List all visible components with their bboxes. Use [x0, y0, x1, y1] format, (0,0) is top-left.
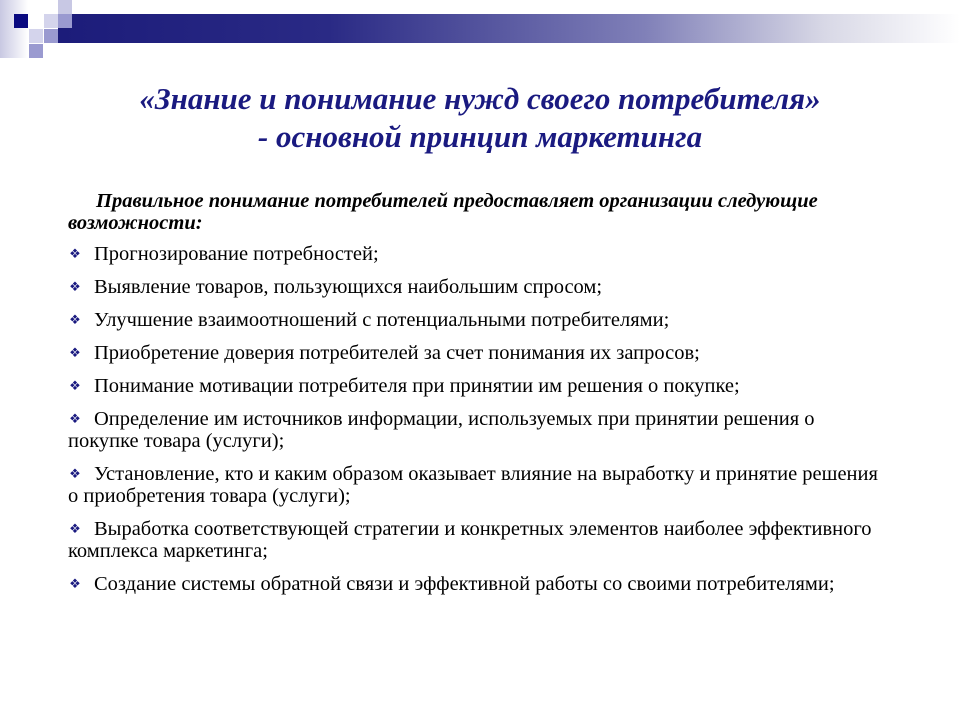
list-item-text: Выработка соответствующей стратегии и конкретных элементов наиболее эффективного комплекса маркетинга;	[68, 518, 872, 562]
title-line-2: - основной принцип маркетинга	[257, 119, 703, 154]
diamond-bullet-icon: ❖	[69, 466, 81, 481]
list-item-text: Определение им источников информации, используемых при принятии решения о покупке товара (услуги);	[68, 408, 815, 452]
deco-square	[58, 0, 72, 14]
list-item	[68, 375, 888, 397]
list-item-text: Улучшение взаимоотношений с потенциальными потребителями;	[94, 309, 670, 331]
list-item	[68, 276, 888, 298]
diamond-bullet-icon: ❖	[69, 576, 81, 591]
diamond-bullet-icon: ❖	[69, 312, 81, 327]
deco-square	[44, 14, 58, 28]
diamond-bullet-icon: ❖	[69, 521, 81, 536]
deco-square	[58, 14, 72, 28]
bullet-list	[68, 243, 888, 595]
left-gradient	[0, 0, 28, 58]
deco-square	[29, 44, 43, 58]
diamond-bullet-icon: ❖	[69, 378, 81, 393]
list-item-text: Приобретение доверия потребителей за счет понимания их запросов;	[94, 342, 700, 364]
title-line-1: «Знание и понимание нужд своего потребителя»	[139, 81, 821, 116]
list-item	[68, 243, 888, 265]
diamond-bullet-icon: ❖	[69, 411, 81, 426]
list-item	[68, 463, 888, 507]
list-item	[68, 573, 888, 595]
list-item	[68, 408, 888, 452]
list-item-text: Установление, кто и каким образом оказывает влияние на выработку и принятие решения о приобретения товара (услуги);	[68, 463, 878, 507]
intro-text: Правильное понимание потребителей предоставляет организации следующие возможности:	[68, 190, 818, 234]
list-item	[68, 518, 888, 562]
diamond-bullet-icon: ❖	[69, 279, 81, 294]
header-gradient-band	[58, 14, 960, 43]
list-item-text: Прогнозирование потребностей;	[94, 243, 379, 265]
deco-square	[14, 14, 28, 28]
deco-square	[44, 29, 58, 43]
slide-title	[0, 80, 960, 156]
diamond-bullet-icon: ❖	[69, 345, 81, 360]
list-item	[68, 342, 888, 364]
list-item	[68, 309, 888, 331]
list-item-text: Выявление товаров, пользующихся наибольшим спросом;	[94, 276, 603, 298]
diamond-bullet-icon: ❖	[69, 246, 81, 261]
deco-square	[29, 29, 43, 43]
slide-body	[68, 190, 888, 606]
list-item-text: Понимание мотивации потребителя при принятии им решения о покупке;	[94, 375, 740, 397]
list-item-text: Создание системы обратной связи и эффективной работы со своими потребителями;	[94, 573, 835, 595]
